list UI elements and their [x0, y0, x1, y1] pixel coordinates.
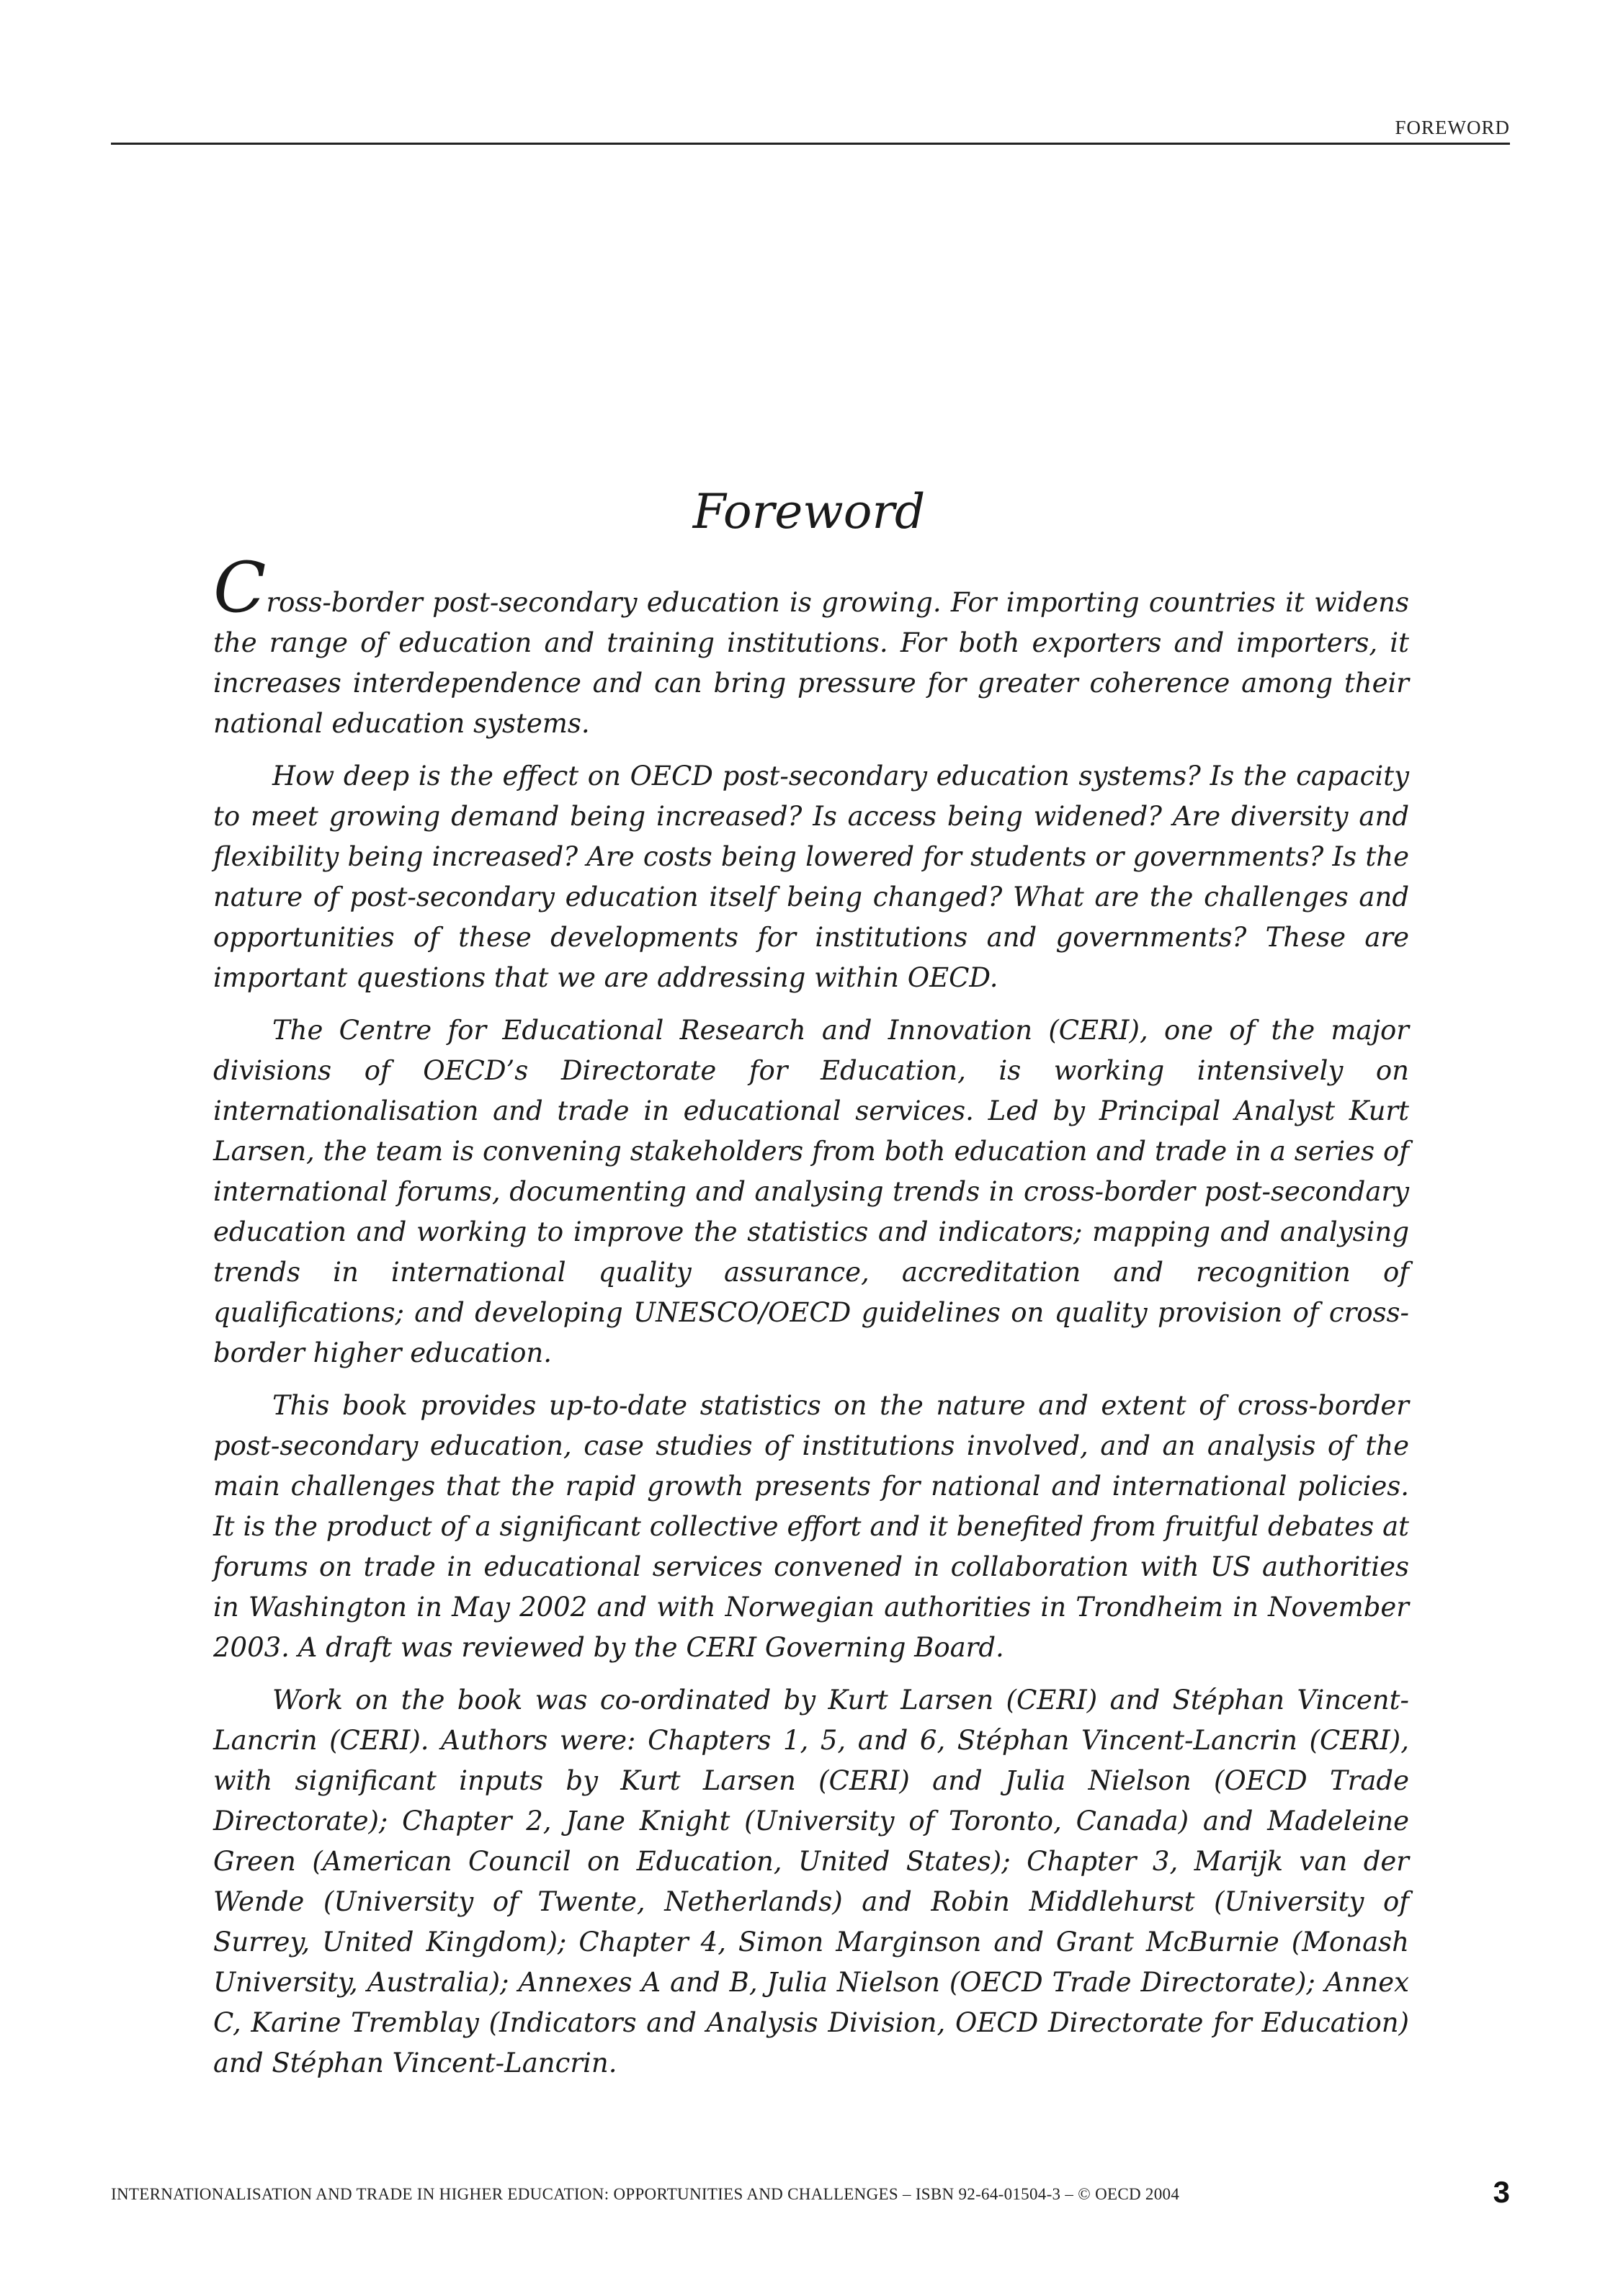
paragraph-4: This book provides up-to-date statistics on the nature and extent of cross-border post-secondary education, case studies of institutions involved, and an analysis of the main challenges that the rapid growth presents for national and international policies. It is the product of a significant collective effort and it benefited from fruitful debates at forums on trade in educational services convened in collaboration with US authorities in Washington in May 2002 and with Norwegian authorities in Trondheim in November 2003. A draft was reviewed by the CERI Governing Board.: [213, 1390, 1409, 1663]
header-rule: [111, 143, 1510, 145]
drop-cap: C: [213, 547, 267, 628]
paragraph-1-text: ross-border post-secondary education is growing. For importing countries it widens the range of education and training institutions. For both exporters and importers, it increases interdependence and can bring pressure for greater coherence among their national education systems.: [213, 587, 1409, 739]
paragraph-5: Work on the book was co-ordinated by Kurt Larsen (CERI) and Stéphan Vincent-Lancrin (CERI). Authors were: Chapters 1, 5, and 6, Stéphan Vincent-Lancrin (CERI), with significant inputs by Kurt Larsen (CERI) and Julia Nielson (OECD Trade Directorate); Chapter 2, Jane Knight (University of Toronto, Canada) and Madeleine Green (American Council on Education, United States); Chapter 3, Marijk van der Wende (University of Twente, Netherlands) and Robin Middlehurst (University of Surrey, United Kingdom); Chapter 4, Simon Marginson and Grant McBurnie (Monash University, Australia); Annexes A and B, Julia Nielson (OECD Trade Directorate); Annex C, Karine Tremblay (Indicators and Analysis Division, OECD Directorate for Education) and Stéphan Vincent-Lancrin.: [213, 1685, 1409, 2078]
paragraph-2: How deep is the effect on OECD post-secondary education systems? Is the capacity to meet growing demand being increased? Is access being widened? Are diversity and flexibility being increased? Are costs being lowered for students or governments? Is the nature of post-secondary education itself being changed? What are the challenges and opportunities of these developments for institutions and governments? These are important questions that we are addressing within OECD.: [213, 761, 1409, 993]
paragraph-3: The Centre for Educational Research and Innovation (CERI), one of the major divisions of OECD’s Directorate for Education, is working intensively on internationalisation and trade in educational services. Led by Principal Analyst Kurt Larsen, the team is convening stakeholders from both education and trade in a series of international forums, documenting and analysing trends in cross-border post-secondary education and working to improve the statistics and indicators; mapping and analysing trends in international quality assurance, accreditation and recognition of qualifications; and developing UNESCO/OECD guidelines on quality provision of cross-border higher education.: [213, 1015, 1409, 1368]
page-title: Foreword: [692, 484, 926, 539]
page-number: 3: [1493, 2175, 1510, 2209]
footer-citation: INTERNATIONALISATION AND TRADE IN HIGHER EDUCATION: OPPORTUNITIES AND CHALLENGES – ISBN 92-64-01504-3 – © OECD 2004: [111, 2185, 1180, 2203]
foreword-body: [213, 547, 1409, 2096]
paragraph-1: [213, 547, 1409, 744]
running-head: FOREWORD: [1395, 117, 1510, 138]
